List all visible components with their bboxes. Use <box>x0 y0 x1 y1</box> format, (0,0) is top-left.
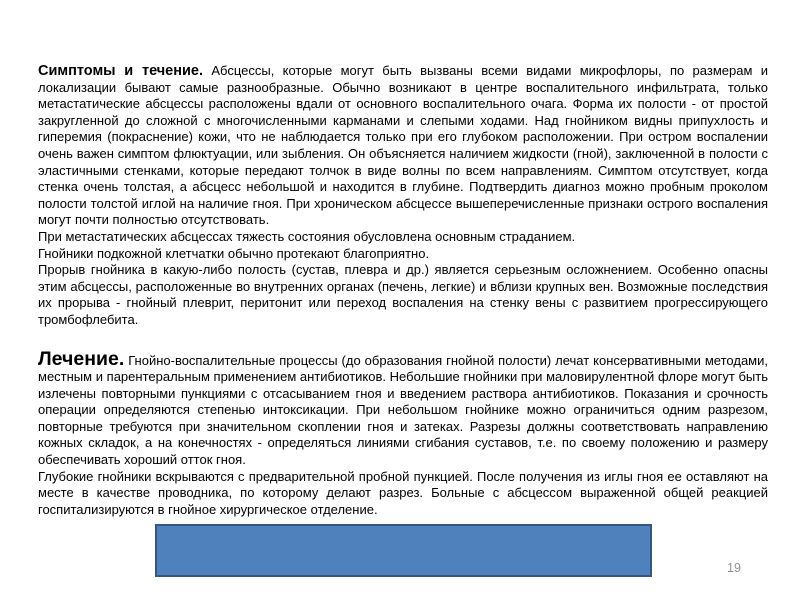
section-symptoms-lead-paragraph <box>38 63 768 229</box>
blue-rectangle-shape <box>155 524 652 577</box>
paragraph-deep-abscesses: Глубокие гнойники вскрываются с предварительной пробной пункцией. После получения из иглы гноя ее оставляют на месте в качестве проводника, по которому делают разрез. Больные с абсцессом выраженной общей реакцией госпитализируются в гнойное хирургическое отделение. <box>38 468 768 517</box>
paragraph-subcutaneous-abscesses: Гнойники подкожной клетчатки обычно протекают благоприятно. <box>38 245 430 261</box>
section-heading-treatment: Лечение. <box>38 347 125 370</box>
paragraph-abscess-rupture: Прорыв гнойника в какую-либо полость (сустав, плевра и др.) является серьезным осложнением. Особенно опасны этим абсцессы, расположенные во внутренних органах (печень, легкие) и вблизи крупных вен. Возможные последствия их прорыва - гнойный плеврит, перитонит или переход воспаления на стенку вены с развитием прогрессирующего тромбофлебита. <box>38 262 768 327</box>
paragraph-metastatic-abscesses: При метастатических абсцессах тяжесть состояния обусловлена основным страданием. <box>38 228 576 244</box>
section-gap <box>38 329 768 351</box>
slide-text-block <box>38 63 768 518</box>
page-number: 19 <box>727 561 741 575</box>
section-treatment-lead-text: Гнойно-воспалительные процессы (до образования гнойной полости) лечат консервативными методами, местным и парентеральным применением антибиотиков. Небольшие гнойники при маловирулентной флоре могут быть излечены повторными пункциями с отсасыванием гноя и введением раствора антибиотиков. Показания и срочность операции определяются степенью интоксикации. При небольшом гнойнике можно ограничиться одним разрезом, повторные требуются при значительном скоплении гноя и затеках. Разрезы должны соответствовать направлению кожных складок, а на конечностях - определяться линиями сгибания суставов, т.е. по своему положению и размеру обеспечивать хороший отток гноя. <box>38 352 768 468</box>
section-symptoms-lead-text: Абсцессы, которые могут быть вызваны всеми видами микрофлоры, по размерам и локализации бывают самые разнообразные. Обычно возникают в центре воспалительного инфильтрата, только метастатические абсцессы расположены вдали от основного воспалительного очага. Форма их полости - от простой закругленной до сложной с многочисленными карманами и слепыми ходами. Над гнойником видны припухлость и гиперемия (покраснение) кожи, что не наблюдается только при его глубоком расположении. При остром воспалении очень важен симптом флюктуации, или зыбления. Он объясняется наличием жидкости (гной), заключенной в полости с эластичными стенками, которые передают толчок в виде волны по всем направлениям. Симптом отсутствует, когда стенка очень толстая, а абсцесс небольшой и находится в глубине. Подтвердить диагноз можно пробным проколом полости толстой иглой на наличие гноя. При хроническом абсцессе вышеперечисленные признаки острого воспаления могут почти полностью отсутствовать. <box>38 63 768 228</box>
section-heading-symptoms: Симптомы и течение. <box>38 63 204 79</box>
section-treatment-lead-paragraph <box>38 347 768 469</box>
